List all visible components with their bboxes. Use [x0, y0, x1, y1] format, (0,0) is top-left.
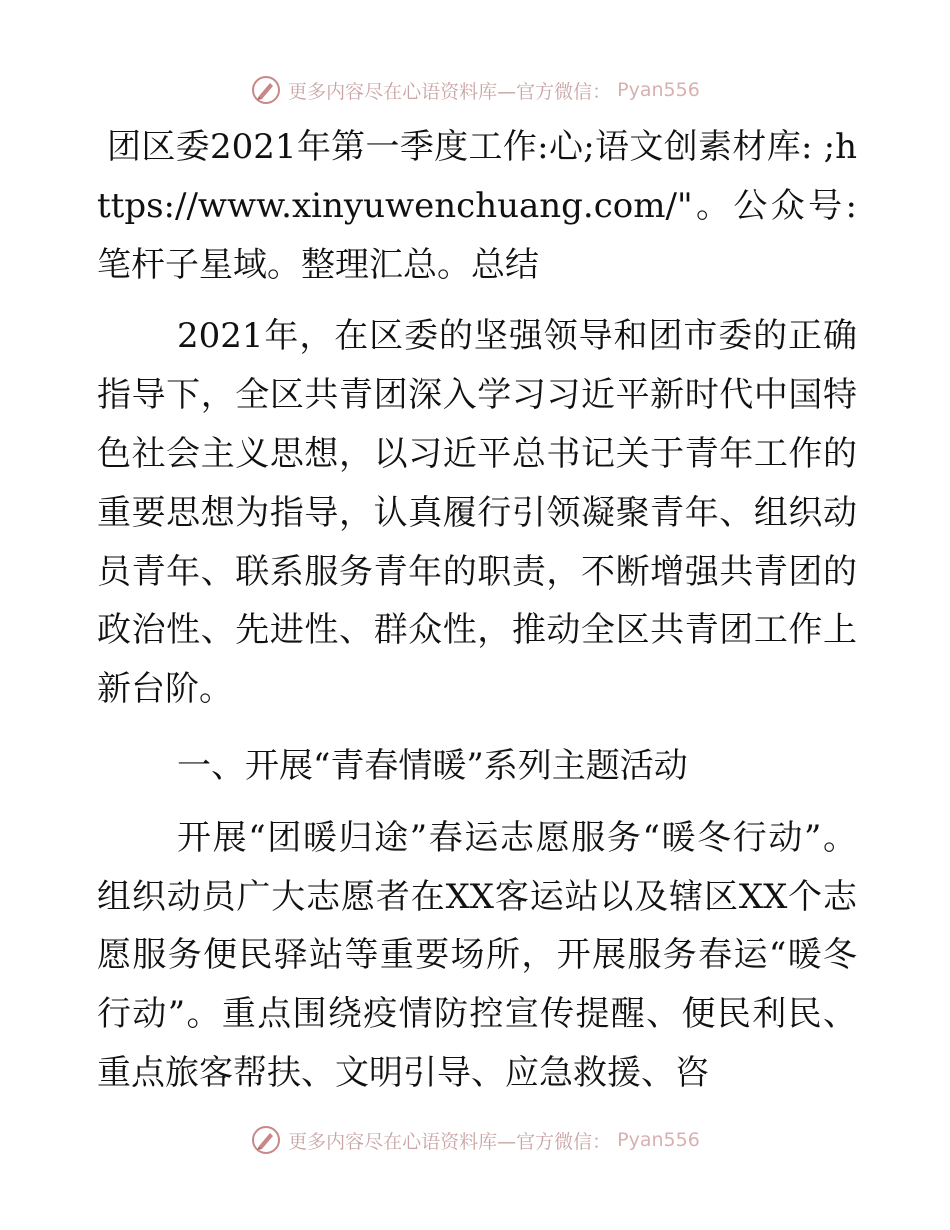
watermark-text: 更多内容尽在心语资料库—官方微信：: [288, 80, 612, 103]
document-title-line: 团区委2021年第一季度工作:心;语文创素材库: ;https://www.xinyuwenchuang.com/"。公众号: 笔杆子星域。整理汇总。总结: [97, 127, 857, 285]
watermark-header: [0, 70, 950, 110]
seal-pen-icon: [250, 74, 282, 106]
watermark-wechat-id: Pyan556: [617, 79, 700, 101]
watermark-wechat-id: Pyan556: [617, 1129, 700, 1151]
section-heading: 一、开展“青春情暖”系列主题活动: [177, 745, 688, 786]
section-paragraph: 开展“团暖归途”春运志愿服务“暖冬行动”。组织动员广大志愿者在XX客运站以及辖区XX个志愿服务便民驿站等重要场所，开展服务春运“暖冬行动”。重点围绕疫情防控宣传提醒、便民利民、重点旅客帮扶、文明引导、应急救援、咨: [97, 817, 857, 1093]
intro-paragraph: 2021年，在区委的坚强领导和团市委的正确指导下，全区共青团深入学习习近平新时代中国特色社会主义思想，以习近平总书记关于青年工作的重要思想为指导，认真履行引领凝聚青年、组织动员青年、联系服务青年的职责，不断增强共青团的政治性、先进性、群众性，推动全区共青团工作上新台阶。: [97, 316, 857, 710]
watermark-footer: [0, 1120, 950, 1160]
seal-pen-icon: [250, 1124, 282, 1156]
watermark-text: 更多内容尽在心语资料库—官方微信：: [288, 1130, 612, 1153]
document-body: [97, 118, 857, 1103]
